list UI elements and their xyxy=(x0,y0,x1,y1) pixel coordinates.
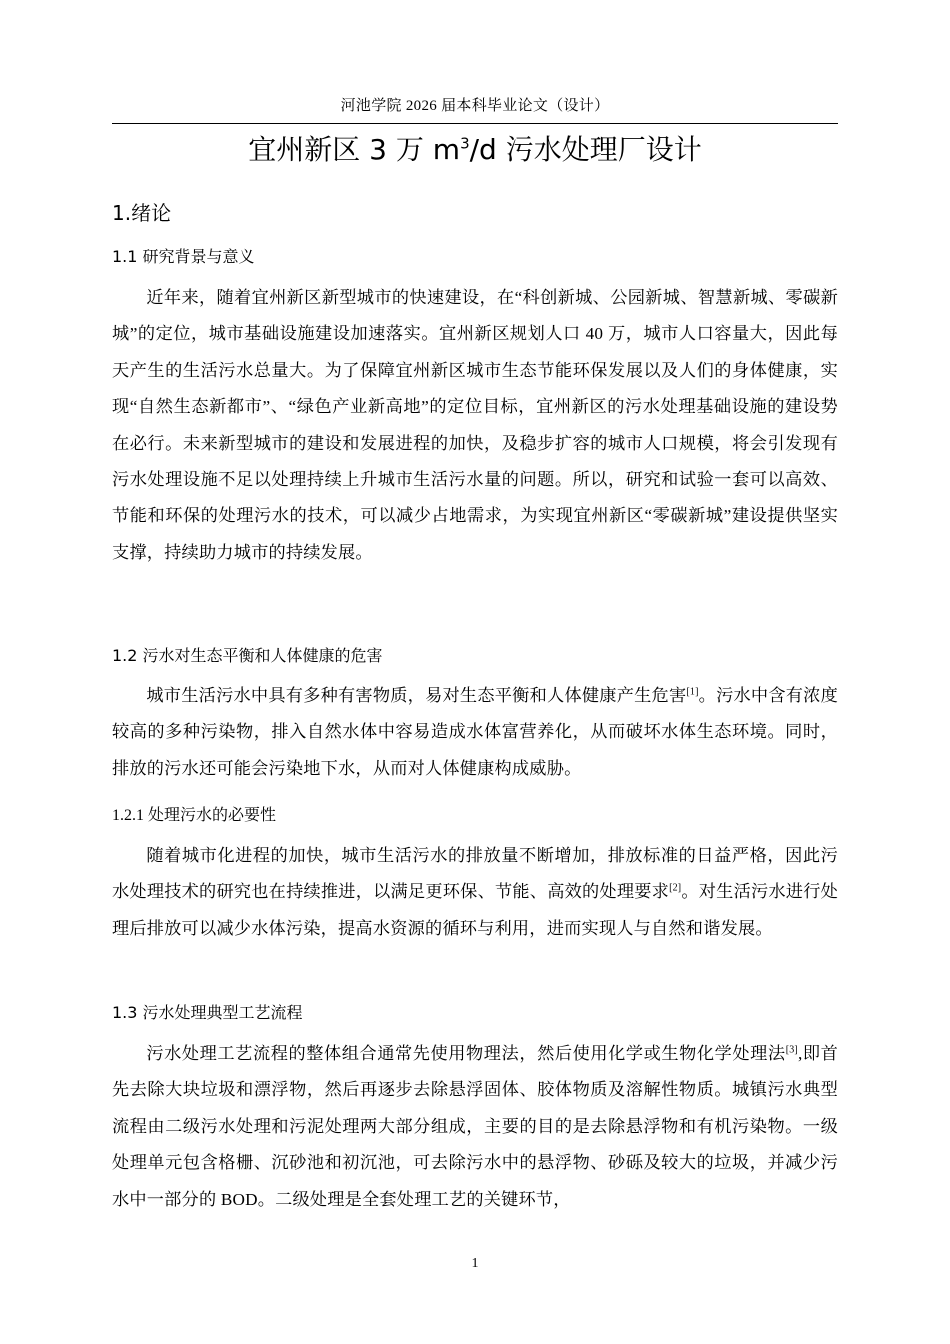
title-main: 宜州新区 3 万 m xyxy=(248,133,461,166)
title-superscript: 3 xyxy=(460,134,470,153)
paragraph-process-flow xyxy=(112,1036,838,1218)
paragraph-necessity-text-a: 随着城市化进程的加快，城市生活污水的排放量不断增加，排放标准的日益严格，因此污水处理技术的研究也在持续推进，以满足更环保、节能、高效的处理要求 xyxy=(112,846,838,902)
section-heading-1: 1.绪论 xyxy=(112,201,172,225)
title-tail: /d 污水处理厂设计 xyxy=(469,133,702,166)
paragraph-necessity xyxy=(112,838,838,947)
citation-ref-1: [1] xyxy=(686,686,699,698)
paragraph-process-text-b: ,即首先去除大块垃圾和漂浮物，然后再逐步去除悬浮固体、胶体物质及溶解性物质。城镇污水典型流程由二级污水处理和污泥处理两大部分组成，主要的目的是去除悬浮物和有机污染物。一级处理单元包含格栅、沉砂池和初沉池，可去除污水中的悬浮物、砂砾及较大的垃圾，并减少污水中一部分的 BOD。二级处理是全套处理工艺的关键环节， xyxy=(112,1044,838,1209)
paragraph-background: 近年来，随着宜州新区新型城市的快速建设，在“科创新城、公园新城、智慧新城、零碳新城”的定位，城市基础设施建设加速落实。宜州新区规划人口 40 万，城市人口容量大，因此每天产生的生活污水总量大。为了保障宜州新区城市生态节能环保发展以及人们的身体健康，实现“自然生态新都市”、“绿色产业新高地”的定位目标，宜州新区的污水处理基础设施的建设势在必行。未来新型城市的建设和发展进程的加快，及稳步扩容的城市人口规模，将会引发现有污水处理设施不足以处理持续上升城市生活污水量的问题。所以，研究和试验一套可以高效、节能和环保的处理污水的技术，可以减少占地需求，为实现宜州新区“零碳新城”建设提供坚实支撑，持续助力城市的持续发展。 xyxy=(112,288,838,562)
citation-ref-3: [3] xyxy=(785,1044,798,1056)
section-heading-1-2-1: 1.2.1 处理污水的必要性 xyxy=(112,807,277,824)
section-heading-1-3: 1.3 污水处理典型工艺流程 xyxy=(112,1003,303,1022)
header-divider xyxy=(112,123,838,124)
paragraph-hazards-text-b: 。污水中含有浓度较高的多种污染物，排入自然水体中容易造成水体富营养化，从而破坏水体生态环境。同时，排放的污水还可能会污染地下水，从而对人体健康构成威胁。 xyxy=(112,686,838,778)
page-number: 1 xyxy=(471,1256,479,1271)
paragraph-process-text-a: 污水处理工艺流程的整体组合通常先使用物理法，然后使用化学或生物化学处理法 xyxy=(146,1044,786,1063)
thesis-title xyxy=(112,128,838,172)
paragraph-hazards-text-a: 城市生活污水中具有多种有害物质，易对生态平衡和人体健康产生危害 xyxy=(146,686,687,705)
paragraph-necessity-text-b: 。对生活污水进行处理后排放可以减少水体污染，提高水资源的循环与利用，进而实现人与自然和谐发展。 xyxy=(112,882,838,938)
section-heading-1-1: 1.1 研究背景与意义 xyxy=(112,247,255,266)
paragraph-hazards xyxy=(112,678,838,787)
running-header: 河池学院 2026 届本科毕业论文（设计） xyxy=(340,98,610,114)
section-heading-1-2: 1.2 污水对生态平衡和人体健康的危害 xyxy=(112,646,383,665)
citation-ref-2: [2] xyxy=(669,882,682,894)
